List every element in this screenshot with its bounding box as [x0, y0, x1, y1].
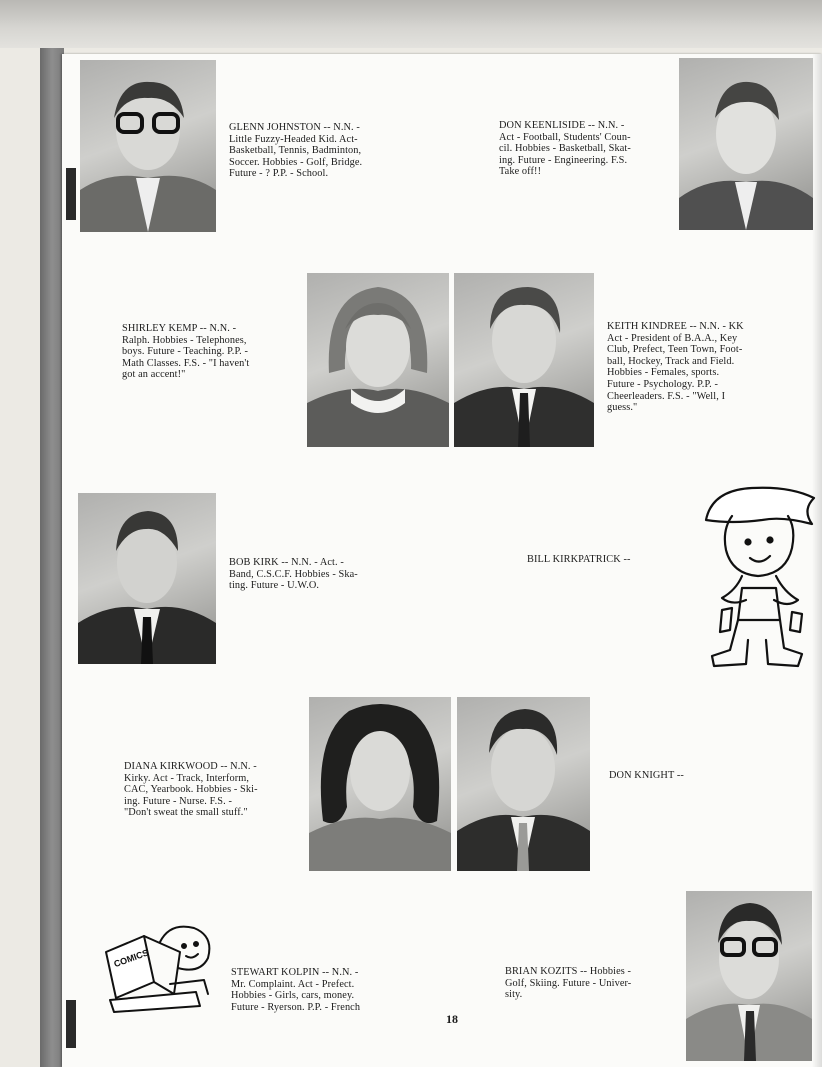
portrait-photo-keith-kindree — [454, 273, 594, 447]
portrait-photo-don-keenliside — [679, 58, 813, 230]
bio-bill-kirkpatrick: BILL KIRKPATRICK -- — [527, 554, 631, 565]
bio-keith-kindree: KEITH KINDREE -- N.N. - KK Act - President of B.A.A., Key Club, Prefect, Teen Town, Foot- ball, Hockey, Track and Field. Hobbies - Females, sports. Future - Psychology. P.P. - Cheerleaders. F.S. - "Well, I guess." — [607, 321, 744, 414]
portrait-photo-brian-kozits — [686, 891, 812, 1061]
book-binding — [40, 48, 64, 1067]
bio-diana-kirkwood: DIANA KIRKWOOD -- N.N. - Kirky. Act - Track, Interform, CAC, Yearbook. Hobbies - Ski- ing. Future - Nurse. F.S. - "Don't sweat the small stuff." — [124, 761, 258, 819]
page-number: 18 — [446, 1012, 458, 1026]
binding-tab — [66, 1000, 76, 1048]
bio-don-keenliside: DON KEENLISIDE -- N.N. - Act - Football, Students' Coun- cil. Hobbies - Basketball, Skat- ing. Future - Engineering. F.S. Take off!! — [499, 120, 631, 178]
bio-brian-kozits: BRIAN KOZITS -- Hobbies - Golf, Skiing. Future - Univer- sity. — [505, 966, 632, 1001]
portrait-photo-glenn-johnston — [80, 60, 216, 232]
scan-shadow — [0, 0, 822, 48]
comic-reader-cartoon-icon — [100, 922, 220, 1014]
portrait-photo-diana-kirkwood — [309, 697, 451, 871]
bio-don-knight: DON KNIGHT -- — [609, 770, 684, 781]
binding-tab — [66, 168, 76, 220]
cowboy-cartoon-icon — [692, 480, 822, 676]
svg-text:COMICS: COMICS — [112, 947, 150, 970]
portrait-photo-don-knight — [457, 697, 590, 871]
bio-shirley-kemp: SHIRLEY KEMP -- N.N. - Ralph. Hobbies - Telephones, boys. Future - Teaching. P.P. - Math Classes. F.S. - "I haven't got an accent!" — [122, 323, 250, 381]
bio-glenn-johnston: GLENN JOHNSTON -- N.N. - Little Fuzzy-Headed Kid. Act- Basketball, Tennis, Badminton, Soccer. Hobbies - Golf, Bridge. Future - ? P.P. - School. — [229, 122, 363, 180]
portrait-photo-shirley-kemp — [307, 273, 449, 447]
bio-stewart-kolpin: STEWART KOLPIN -- N.N. - Mr. Complaint. Act - Prefect. Hobbies - Girls, cars, money. Future - Ryerson. P.P. - French — [231, 967, 361, 1013]
portrait-photo-bob-kirk — [78, 493, 216, 664]
bio-bob-kirk: BOB KIRK -- N.N. - Act. - Band, C.S.C.F. Hobbies - Ska- ting. Future - U.W.O. — [229, 557, 358, 592]
